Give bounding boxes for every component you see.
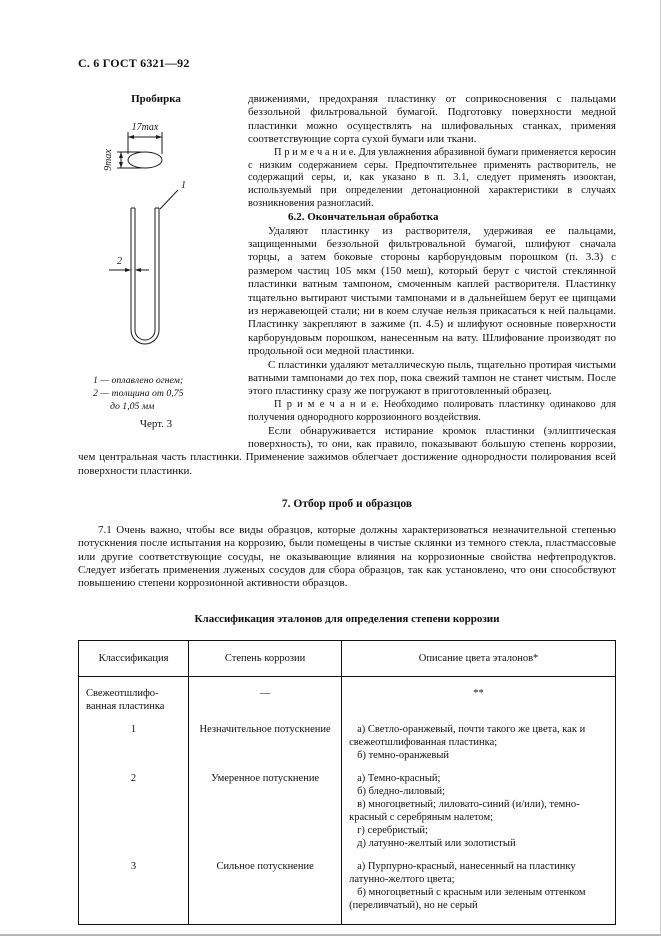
callout-2-label: 2 [117, 256, 122, 268]
dim-9max-label: 9max [103, 149, 114, 172]
figure-caption: Черт. 3 [139, 418, 173, 431]
description-item: б) бледно-лиловый; [357, 786, 446, 798]
figure-test-tube [78, 93, 234, 432]
paragraph-continuation: движениями, предохраняя пластинку от соприкосновения с пальцами беззольной фильтровальной бумагой. Подготовку поверхности медной пластинки можно осуществлять на шлифовальных станках, применяя соответствующие сорта сухой бумаги или ткани. [248, 93, 616, 146]
document-content [78, 93, 616, 925]
degree-cell: Незначительное потускнение [189, 721, 342, 770]
classification-cell: 1 [79, 721, 189, 770]
tube-outline [109, 132, 178, 344]
figure-title: Пробирка [131, 93, 181, 105]
description-item: а) Пурпурно-красный, нанесенный на пластинку латунно-желтого цвета; [349, 861, 576, 886]
description-item: б) многоцветный с красным или зеленым оттенком (переливчатый), но не серый [349, 887, 586, 912]
dimension-arrowheads [119, 135, 162, 272]
paragraph: С пластинки удаляют металлическую пыль, тщательно протирая чистыми ватными тампонами до тех пор, пока свежий тампон не станет чистым. После этого пластинку сразу же погружают в приготовленный образец. [248, 358, 616, 398]
paragraph-7-1: 7.1 Очень важно, чтобы все виды образцов, которые должны характеризоваться незначительной степенью потускнения после испытания на коррозию, были помещены в чистые склянки из темного стекла, пластмассовые или другие соответствующие сосуды, не оказывающие влияния на коррозионные свойства нефтепродуктов. Следует избегать применения луженых сосудов для сбора образцов, так как установлено, что они способствуют повышению степени коррозионной активности образцов. [78, 523, 616, 590]
degree-cell: Сильное потускнение [189, 858, 342, 925]
description-cell: ** [342, 677, 616, 722]
table-row [79, 677, 616, 722]
page-header: С. 6 ГОСТ 6321—92 [78, 56, 190, 70]
description-cell [342, 770, 616, 858]
description-item: б) темно-оранжевый [357, 750, 450, 762]
paragraph: Удаляют пластинку из растворителя, удерживая ее пальцами, защищенными беззольной фильтровальной бумагой, шлифуют сначала торцы, а затем боковые стороны карборундовым порошком (п. 3.3) с размером частиц 105 мкм (150 меш), который берут с чистой стеклянной пластинки ватным тампоном, смоченным каплей растворителя. Пластинку тщательно вытирают чистыми тампонами и в дальнейшем берут ее щипцами из нержавеющей стали; ни в коем случае нельзя прикасаться к ней пальцами. Пластинку закрепляют в зажиме (п. 4.5) и шлифуют основные поверхности карборундовым порошком, нанесенным на вату. Шлифование производят по продольной оси медной пластинки. [248, 224, 616, 358]
classification-table [78, 640, 616, 925]
description-item: г) серебристый; [357, 825, 428, 837]
figure-note-line: 1 — оплавлено огнем; [93, 375, 184, 387]
table-row [79, 770, 616, 858]
classification-cell: 2 [79, 770, 189, 858]
note-paragraph: П р и м е ч а н и е. Для увлажнения абразивной бумаги применяется керосин с низким содержанием серы. Предпочтительнее применять растворитель, не содержащий серы, и, как указано в п. 3.1, следует применять изооктан, используемый при определении детонационной характеристики в случаях возникновения разногласий. [248, 146, 616, 210]
description-cell [342, 858, 616, 925]
figure-note-line: 2 — толщина от 0,75 [93, 388, 184, 399]
figure-notes [78, 375, 234, 413]
description-item: в) многоцветный; лиловато-синий (и/или), темно-красный с серебряным налетом; [349, 799, 580, 824]
column-header-degree: Степень коррозии [189, 641, 342, 677]
figure-note-line: до 1,05 мм [110, 400, 155, 412]
table-title: Классификация эталонов для определения степени коррозии [194, 612, 500, 625]
description-item: а) Светло-оранжевый, почти такого же цвета, как и свежеотшлифованная пластинка; [349, 724, 586, 749]
dim-17max-label: 17max [131, 122, 159, 134]
classification-table-block [78, 613, 616, 925]
table-header-row [79, 641, 616, 677]
degree-cell: — [189, 677, 342, 722]
degree-cell: Умеренное потускнение [189, 770, 342, 858]
column-header-classification: Классификация [79, 641, 189, 677]
description-item: а) Темно-красный; [357, 773, 441, 785]
paragraph: Если обнаруживается истирание кромок пластинки (эллиптическая поверхность), то они, как правило, показывают большую степень коррозии, чем центральная часть пластинки. Применение зажимов облегчает достижение однородности полирования всей поверхности пластинки. [78, 424, 616, 477]
test-tube-drawing [81, 108, 231, 373]
table-row [79, 721, 616, 770]
note-paragraph: П р и м е ч а н и е. Необходимо полировать пластинку одинаково для получения однородного коррозионного воздействия. [248, 398, 616, 423]
section-7-heading: 7. Отбор проб и образцов [281, 498, 413, 511]
description-item: д) латунно-желтый или золотистый [357, 838, 516, 850]
section-6-2-heading: 6.2. Окончательная обработка [288, 211, 439, 224]
column-header-description: Описание цвета эталонов* [342, 641, 616, 677]
callout-1-label: 1 [181, 180, 186, 192]
classification-cell: Свежеотшлифо-ванная пластинка [79, 677, 189, 722]
classification-cell: 3 [79, 858, 189, 925]
table-row [79, 858, 616, 925]
description-cell [342, 721, 616, 770]
